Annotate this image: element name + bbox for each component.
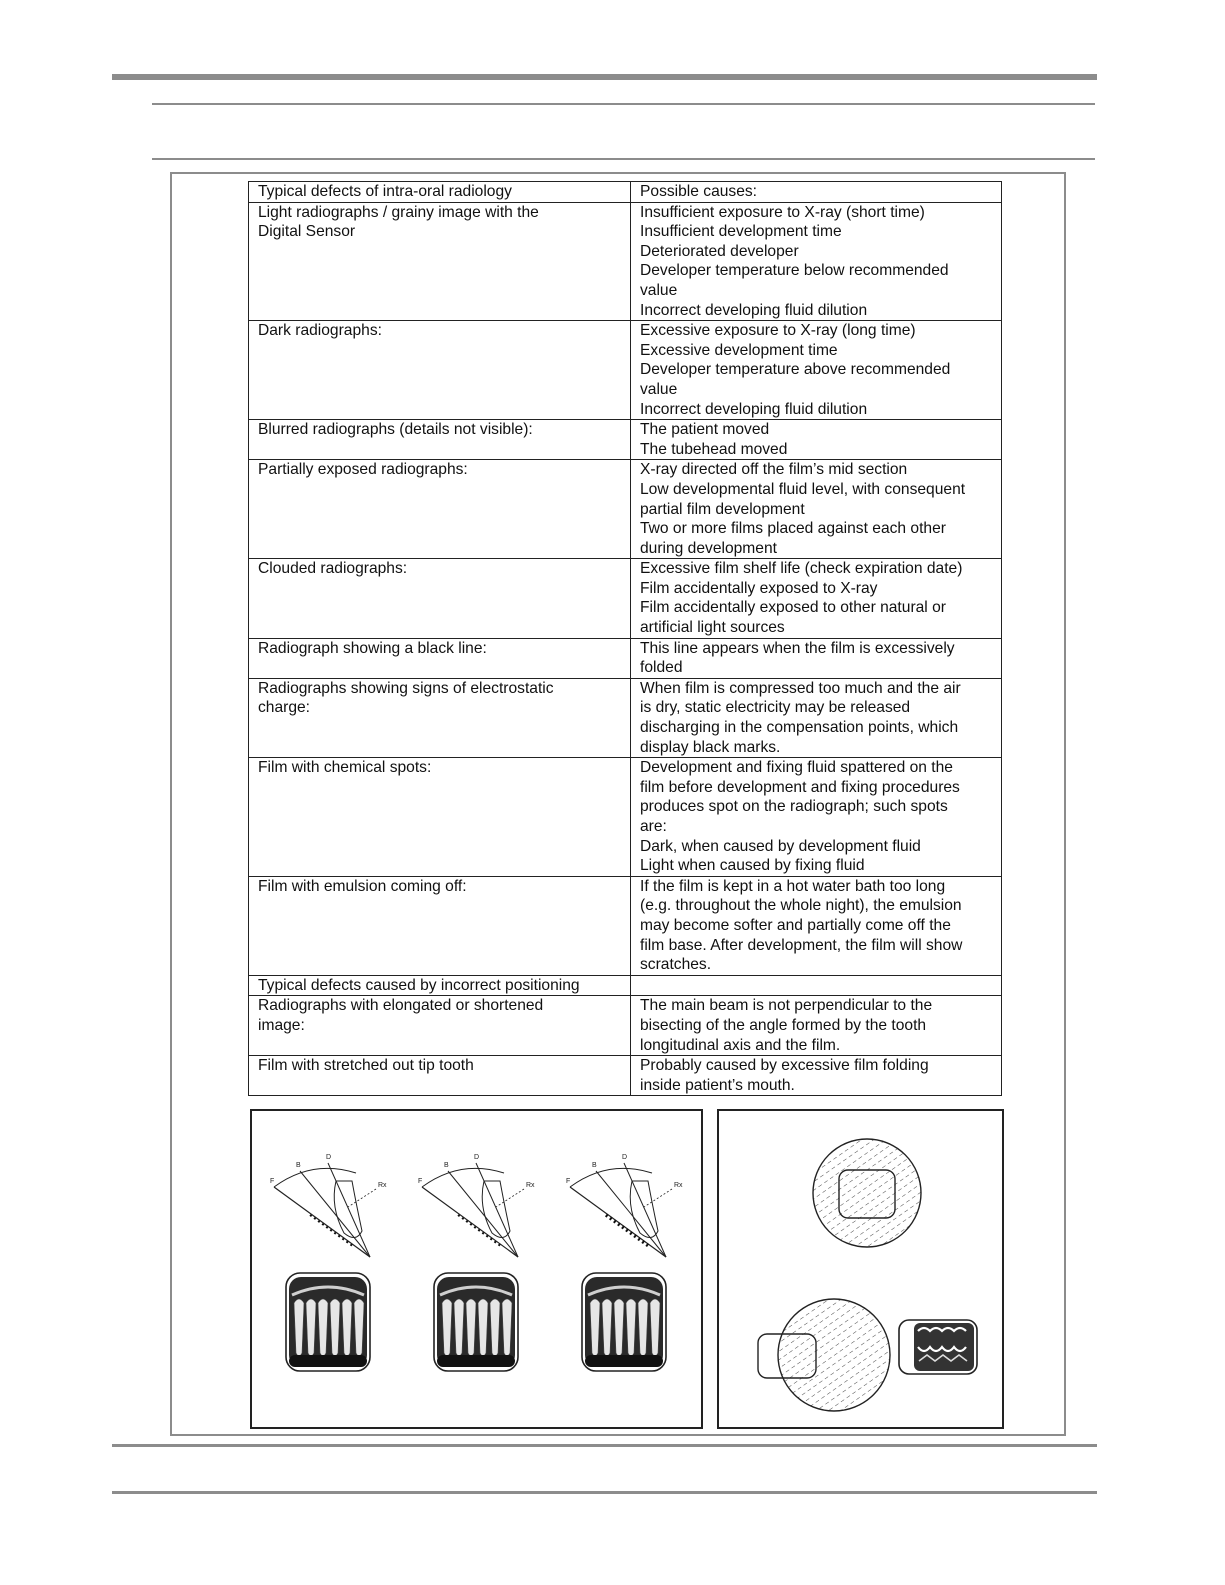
cause-text: partial film development [640,500,805,518]
header-causes: Possible causes: [640,183,758,200]
causes-cell [631,420,1002,460]
defect-text: Radiographs showing signs of electrostatic [258,679,554,697]
cause-text: X-ray directed off the film’s mid section [640,461,908,479]
cause-text: This line appears when the film is excessively [640,639,955,657]
cause-text: during development [640,539,777,557]
defect-cell [249,460,631,559]
table-row [249,202,1002,321]
alignment-diagram [719,1111,1002,1427]
defect-text: Partially exposed radiographs: [258,461,468,479]
cause-text: may become softer and partially come off the [640,916,951,934]
defect-text: Radiograph showing a black line: [258,639,487,657]
cause-text: Film accidentally exposed to other natural or [640,599,946,617]
defect-cell [249,321,631,420]
table-header-row [249,182,1002,203]
cause-text: longitudinal axis and the film. [640,1036,841,1054]
defect-text: Light radiographs / grainy image with the [258,203,539,221]
header-causes-cell [631,182,1002,203]
radiograph-image [582,1273,666,1371]
cause-text: When film is compressed too much and the air [640,679,961,697]
defect-text: Film with chemical spots: [258,759,432,777]
cause-text: Development and fixing fluid spattered on the [640,759,953,777]
angle-sketch [566,1154,683,1257]
cause-text: Low developmental fluid level, with consequent [640,480,966,498]
defect-cell [249,975,631,996]
label-b: B [444,1162,449,1169]
defect-cell [249,559,631,638]
cause-text: Incorrect developing fluid dilution [640,400,868,418]
header-rule-2 [152,158,1095,160]
cause-text: The patient moved [640,421,770,439]
cause-text: Excessive exposure to X-ray (long time) [640,322,916,340]
defect-cell [249,202,631,321]
cause-text: Insufficient exposure to X-ray (short time) [640,203,925,221]
causes-cell [631,975,1002,996]
footer-rule-1 [112,1444,1097,1447]
label-f: F [418,1178,423,1185]
defect-text: Typical defects caused by incorrect positioning [258,976,580,994]
alignment-figure [717,1109,1004,1429]
cause-text: value [640,380,678,398]
cause-text: film base. After development, the film will show [640,936,963,954]
positioning-figure [250,1109,703,1429]
cause-text: are: [640,818,667,835]
defect-cell [249,638,631,678]
header-defect: Typical defects of intra-oral radiology [258,183,512,200]
label-rx: Rx [378,1182,387,1189]
cause-text: folded [640,659,683,677]
defect-text: Radiographs with elongated or shortened [258,997,544,1015]
label-f: F [270,1178,275,1185]
angle-sketch [270,1154,387,1257]
label-d: D [326,1154,332,1161]
cause-text: (e.g. throughout the whole night), the emulsion [640,897,962,915]
header-rule-1 [152,103,1095,105]
table-row [249,420,1002,460]
table-row [249,678,1002,757]
cause-text: value [640,281,678,299]
defects-table [248,181,1002,1096]
cause-text: film before development and fixing procedures [640,778,960,796]
defect-text: Clouded radiographs: [258,560,408,578]
label-rx: Rx [674,1182,683,1189]
header-rule-thick [112,74,1097,80]
table-row [249,638,1002,678]
causes-cell [631,460,1002,559]
defect-text: Blurred radiographs (details not visible): [258,421,533,439]
cause-text: If the film is kept in a hot water bath too long [640,877,946,895]
causes-cell [631,678,1002,757]
label-d: D [622,1154,628,1161]
defect-text: image: [258,1016,305,1034]
label-f: F [566,1178,571,1185]
cause-text: display black marks. [640,738,781,756]
cause-text: inside patient’s mouth. [640,1076,795,1094]
cause-text: The main beam is not perpendicular to the [640,997,933,1015]
cause-text: discharging in the compensation points, which [640,719,959,737]
causes-cell [631,202,1002,321]
cause-text: Film accidentally exposed to X-ray [640,579,878,597]
header-defect-cell [249,182,631,203]
defect-cell [249,678,631,757]
causes-cell [631,638,1002,678]
cause-text: Two or more films placed against each other [640,520,946,538]
label-b: B [592,1162,597,1169]
defects-table-body [249,182,1002,1096]
cause-text: produces spot on the radiograph; such spots [640,798,948,816]
causes-cell [631,559,1002,638]
cause-text: scratches. [640,956,712,974]
cause-text: bisecting of the angle formed by the tooth [640,1016,927,1034]
causes-cell [631,758,1002,877]
label-rx: Rx [526,1182,535,1189]
defect-text: Film with stretched out tip tooth [258,1057,474,1075]
radiograph-image [286,1273,370,1371]
defect-cell [249,876,631,975]
empty-cause [640,976,997,996]
defect-text: Digital Sensor [258,223,356,241]
cone-cut-radiograph-image [899,1320,977,1374]
table-row [249,321,1002,420]
defect-text: charge: [258,699,311,717]
offset-beam-illustration [758,1299,890,1411]
cause-text: Deteriorated developer [640,242,799,260]
cause-text: is dry, static electricity may be released [640,699,911,717]
cause-text: Developer temperature above recommended [640,361,951,379]
cause-text: Light when caused by fixing fluid [640,857,865,875]
table-row [249,876,1002,975]
table-row [249,975,1002,996]
cause-text: Probably caused by excessive film folding [640,1057,929,1075]
cause-text: The tubehead moved [640,440,788,458]
radiograph-image [434,1273,518,1371]
cause-text: artificial light sources [640,619,785,637]
causes-cell [631,876,1002,975]
cause-text: Insufficient development time [640,223,842,241]
table-row [249,559,1002,638]
causes-cell [631,321,1002,420]
table-row [249,996,1002,1056]
defect-cell [249,758,631,877]
cause-text: Dark, when caused by development fluid [640,837,921,855]
defect-text: Film with emulsion coming off: [258,877,467,895]
defect-cell [249,420,631,460]
label-b: B [296,1162,301,1169]
cause-text: Incorrect developing fluid dilution [640,301,868,319]
table-row [249,1056,1002,1096]
table-row [249,758,1002,877]
positioning-diagram [252,1111,701,1427]
causes-cell [631,1056,1002,1096]
table-row [249,460,1002,559]
causes-cell [631,996,1002,1056]
footer-rule-2 [112,1491,1097,1494]
cause-text: Excessive film shelf life (check expiration date) [640,560,963,578]
centered-beam-illustration [813,1139,921,1247]
angle-sketch [418,1154,535,1257]
cause-text: Developer temperature below recommended [640,262,949,280]
defect-text: Dark radiographs: [258,322,382,340]
defect-cell [249,996,631,1056]
defect-cell [249,1056,631,1096]
label-d: D [474,1154,480,1161]
cause-text: Excessive development time [640,341,838,359]
